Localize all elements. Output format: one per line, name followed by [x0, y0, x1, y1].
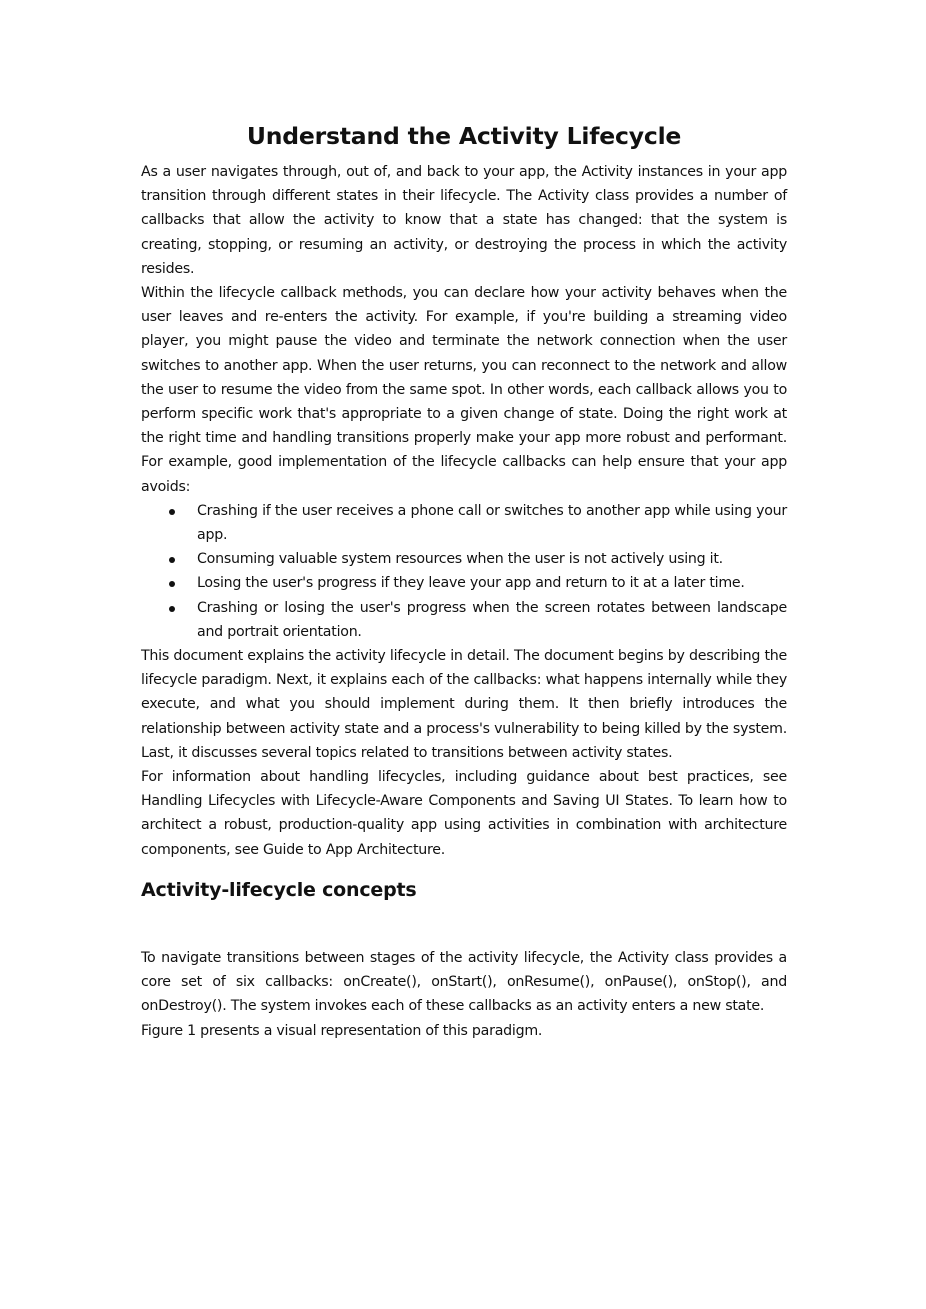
intro-paragraph-1: As a user navigates through, out of, and back to your app, the Activity instances in your app transition through different states in their lifecycle. The Activity class provides a number of callbacks that allow the activity to know that a state has changed: that the system is creating, stopping, or resuming an activity, or destroying the process in which the activity resides. [141, 164, 787, 277]
avoid-list [141, 499, 787, 644]
bullet-icon [169, 606, 175, 612]
intro-paragraph-2: Within the lifecycle callback methods, you can declare how your activity behaves when the user leaves and re-enters the activity. For example, if you're building a streaming video player, you might pause the video and terminate the network connection when the user switches to another app. When the user returns, you can reconnect to the network and allow the user to resume the video from the same spot. In other words, each callback allows you to perform specific work that's appropriate to a given change of state. Doing the right work at the right time and handling transitions properly make your app more robust and performant. For example, good implementation of the lifecycle callbacks can help ensure that your app avoids: [141, 285, 787, 495]
list-item [141, 547, 787, 571]
document-page [141, 118, 787, 1043]
bullet-icon [169, 557, 175, 563]
list-item-text: Crashing or losing the user's progress when the screen rotates between landscape and portrait orientation. [197, 599, 787, 640]
body-paragraph-1: This document explains the activity lifecycle in detail. The document begins by describing the lifecycle paradigm. Next, it explains each of the callbacks: what happens internally while they execute, and what you should implement during them. It then briefly introduces the relationship between activity state and a process's vulnerability to being killed by the system. Last, it discusses several topics related to transitions between activity states. [141, 648, 787, 761]
list-item-text: Losing the user's progress if they leave your app and return to it at a later time. [197, 575, 745, 592]
list-item [141, 499, 787, 547]
document-title: Understand the Activity Lifecycle [246, 122, 682, 150]
body-paragraph-2: For information about handling lifecycles, including guidance about best practices, see Handling Lifecycles with Lifecycle-Aware Components and Saving UI States. To learn how to architect a robust, production-quality app using activities in combination with architecture components, see Guide to App Architecture. [141, 769, 787, 858]
list-item-text: Consuming valuable system resources when the user is not actively using it. [197, 551, 723, 568]
bullet-icon [169, 581, 175, 587]
section-heading: Activity-lifecycle concepts [141, 878, 417, 901]
list-item [141, 571, 787, 595]
list-item [141, 596, 787, 644]
section-paragraph-1: To navigate transitions between stages of the activity lifecycle, the Activity class provides a core set of six callbacks: onCreate(), onStart(), onResume(), onPause(), onStop(), and onDestroy(). The system invokes each of these callbacks as an activity enters a new state. [141, 949, 787, 1015]
section-paragraph-2: Figure 1 presents a visual representation of this paradigm. [141, 1022, 543, 1039]
bullet-icon [169, 509, 175, 515]
list-item-text: Crashing if the user receives a phone call or switches to another app while using your app. [197, 502, 787, 544]
section-spacer [141, 904, 787, 946]
